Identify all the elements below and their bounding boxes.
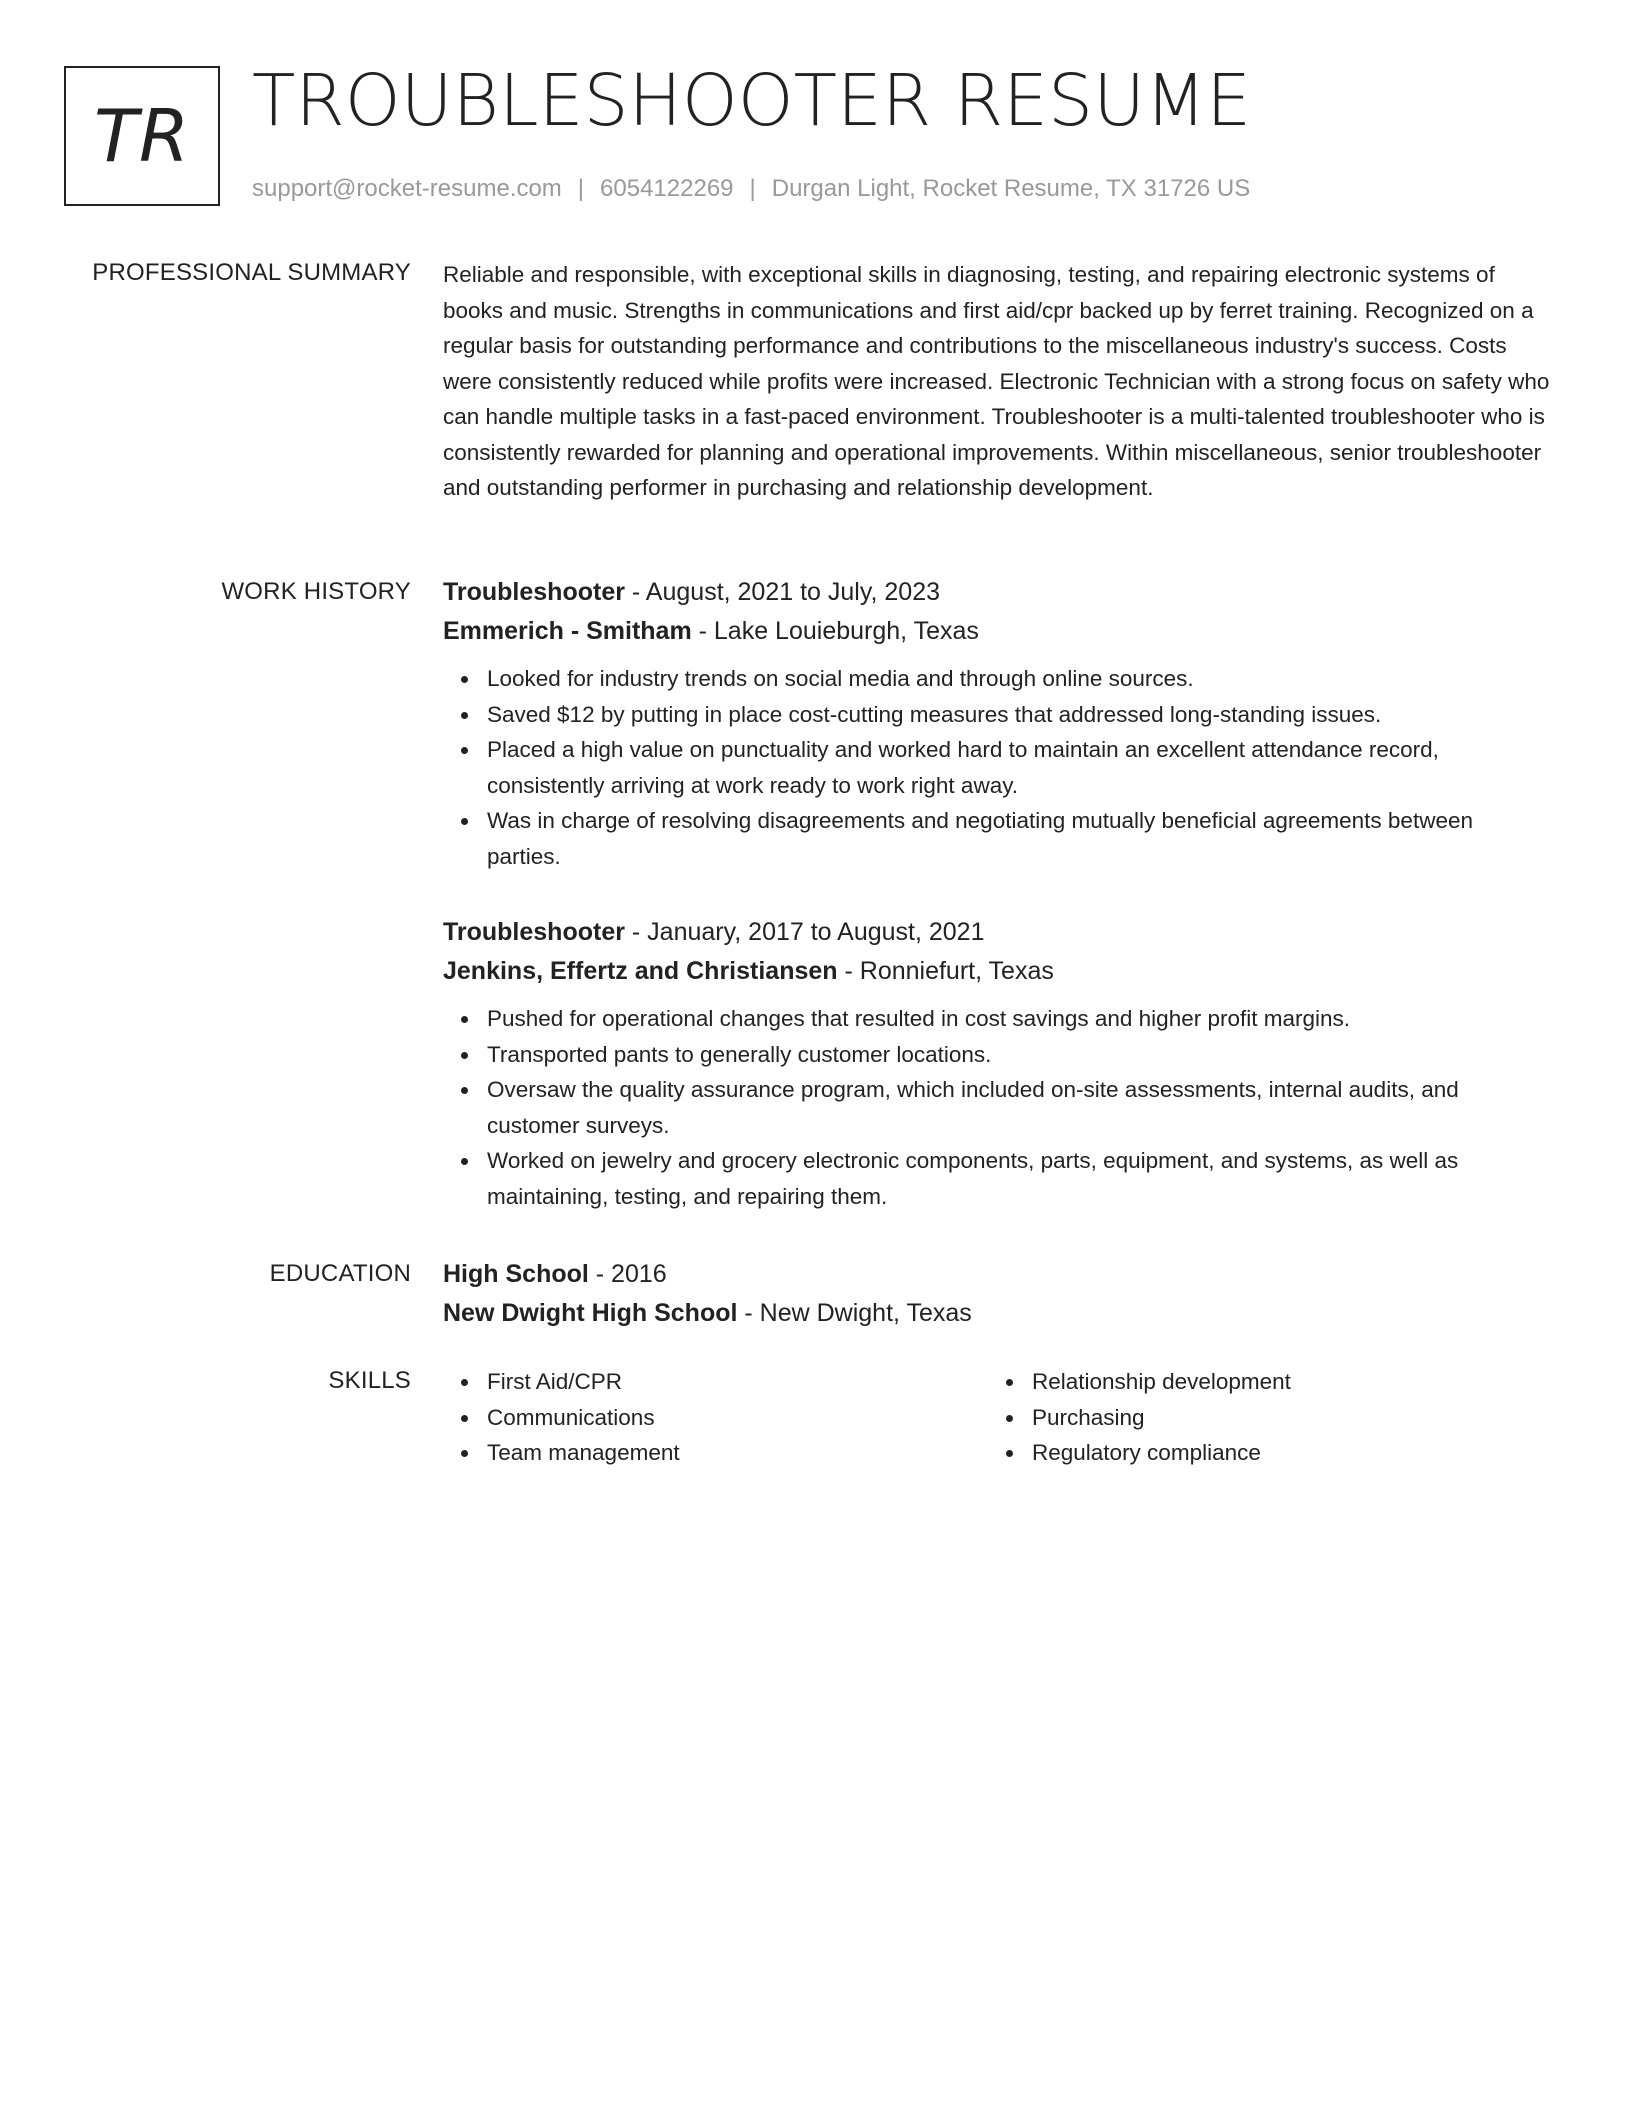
job-company-line xyxy=(443,612,1553,651)
job-company: Jenkins, Effertz and Christiansen xyxy=(443,957,838,985)
education-degree: High School xyxy=(443,1260,589,1288)
contact-email: support@rocket-resume.com xyxy=(252,175,562,202)
monogram-box xyxy=(64,66,220,206)
education-location: - New Dwight, Texas xyxy=(737,1299,972,1327)
skills-content xyxy=(443,1364,1553,1471)
job-bullet-list xyxy=(443,1001,1553,1214)
skill-item: Communications xyxy=(487,1400,988,1436)
job-bullet: Was in charge of resolving disagreements and negotiating mutually beneficial agreements between parties. xyxy=(487,803,1553,874)
job-entry xyxy=(443,913,1553,1214)
contact-line xyxy=(252,173,1250,205)
job-location: - Ronniefurt, Texas xyxy=(837,957,1054,985)
job-dates: - August, 2021 to July, 2023 xyxy=(624,578,940,606)
job-title: Troubleshooter xyxy=(443,918,625,946)
job-company: Emmerich - Smitham xyxy=(443,617,692,645)
skills-list xyxy=(443,1364,988,1471)
skills-column-left xyxy=(443,1364,988,1471)
job-bullet: Worked on jewelry and grocery electronic components, parts, equipment, and systems, as well as maintaining, testing, and repairing them. xyxy=(487,1143,1553,1214)
summary-text: Reliable and responsible, with exceptional skills in diagnosing, testing, and repairing electronic systems of books and music. Strengths in communications and first aid/cpr backed up by ferret training. Recognized on a regular basis for outstanding performance and contributions to the miscellaneous industry's success. Costs were consistently reduced while profits were increased. Electronic Technician with a strong focus on safety who can handle multiple tasks in a fast-paced environment. Troubleshooter is a multi-talented troubleshooter who is consistently rewarded for planning and operational improvements. Within miscellaneous, senior troubleshooter and outstanding performer in purchasing and relationship development. xyxy=(443,262,1550,500)
contact-phone: 6054122269 xyxy=(600,175,734,202)
contact-separator: | xyxy=(577,175,585,202)
skill-item: Regulatory compliance xyxy=(1032,1435,1533,1471)
skill-item: First Aid/CPR xyxy=(487,1364,988,1400)
job-dates: - January, 2017 to August, 2021 xyxy=(624,918,985,946)
job-bullet: Oversaw the quality assurance program, which included on-site assessments, internal audits, and customer surveys. xyxy=(487,1072,1553,1143)
job-title-line xyxy=(443,913,1553,952)
job-bullet: Placed a high value on punctuality and worked hard to maintain an excellent attendance record, consistently arriving at work ready to work right away. xyxy=(487,732,1553,803)
job-bullet: Saved $12 by putting in place cost-cutting measures that addressed long-standing issues. xyxy=(487,697,1553,733)
skill-item: Team management xyxy=(487,1435,988,1471)
job-title: Troubleshooter xyxy=(443,578,625,606)
monogram-initials: TR xyxy=(93,94,190,178)
education-school: New Dwight High School xyxy=(443,1299,738,1327)
job-bullet-list xyxy=(443,661,1553,874)
section-heading-work-history: WORK HISTORY xyxy=(221,578,411,605)
skills-grid xyxy=(443,1364,1553,1471)
job-company-line xyxy=(443,952,1553,991)
education-year: - 2016 xyxy=(588,1260,667,1288)
skills-list xyxy=(988,1364,1533,1471)
education-school-line xyxy=(443,1294,1553,1333)
job-bullet: Pushed for operational changes that resulted in cost savings and higher profit margins. xyxy=(487,1001,1553,1037)
contact-separator: | xyxy=(749,175,756,202)
skills-column-right xyxy=(988,1364,1533,1471)
education-content xyxy=(443,1255,1553,1333)
job-entry xyxy=(443,573,1553,874)
section-heading-summary: PROFESSIONAL SUMMARY xyxy=(92,259,411,286)
summary-content xyxy=(443,257,1553,506)
skill-item: Relationship development xyxy=(1032,1364,1533,1400)
job-title-line xyxy=(443,573,1553,612)
job-location: - Lake Louieburgh, Texas xyxy=(691,617,979,645)
job-bullet: Looked for industry trends on social media and through online sources. xyxy=(487,661,1553,697)
education-degree-line xyxy=(443,1255,1553,1294)
job-bullet: Transported pants to generally customer locations. xyxy=(487,1037,1553,1073)
contact-address: Durgan Light, Rocket Resume, TX 31726 US xyxy=(771,175,1251,202)
skill-item: Purchasing xyxy=(1032,1400,1533,1436)
section-heading-education: EDUCATION xyxy=(269,1260,411,1287)
section-heading-skills: SKILLS xyxy=(328,1367,411,1394)
resume-title: TROUBLESHOOTER RESUME xyxy=(252,59,1252,142)
